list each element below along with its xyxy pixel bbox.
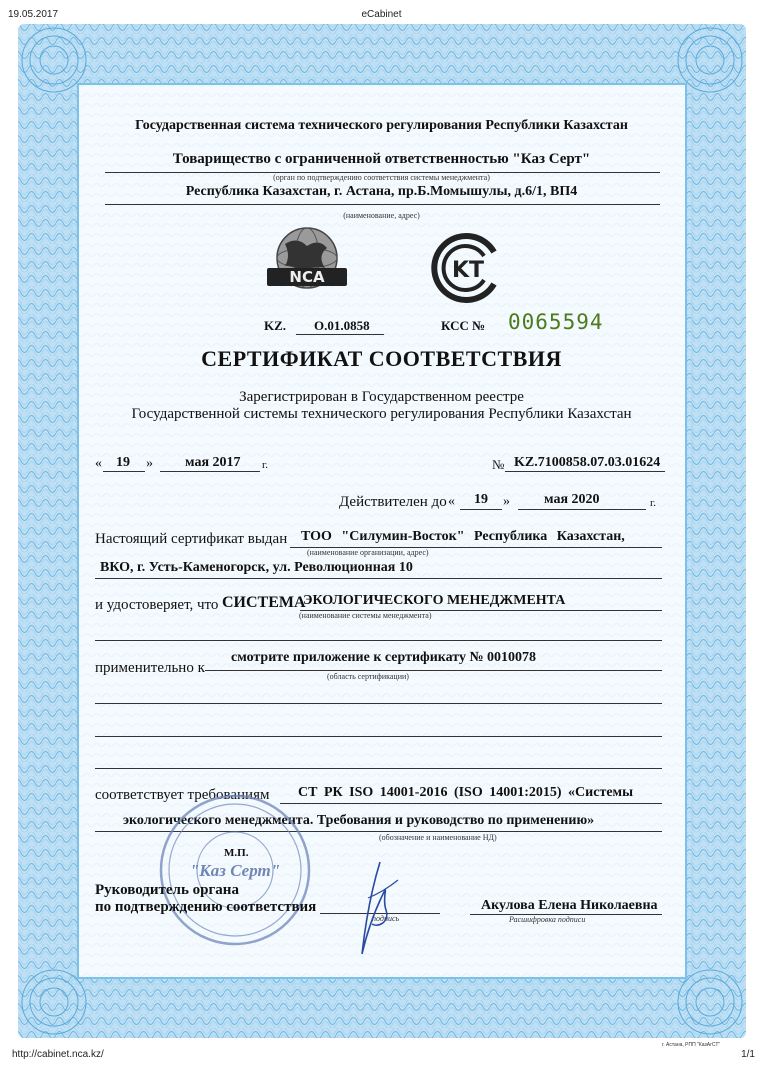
body-caption: (орган по подтверждению соответствия системы менеджмента) bbox=[273, 173, 490, 182]
kss-label: КСС № bbox=[441, 318, 486, 333]
valid-close-quote: » bbox=[503, 494, 510, 509]
registered-line-2: Государственной системы технического регулирования Республики Казахстан bbox=[131, 406, 632, 422]
stamp-text: "Каз Серт" bbox=[189, 861, 281, 880]
address-caption: (наименование, адрес) bbox=[343, 211, 420, 220]
rule bbox=[95, 768, 662, 769]
certification-body-name: Товарищество с ограниченной ответственностью "Каз Серт" bbox=[172, 151, 591, 167]
rule bbox=[280, 803, 662, 804]
rule bbox=[518, 509, 646, 510]
printer-mark: г. Астана, РПП "КазАгСТ" bbox=[662, 1042, 721, 1048]
browser-print-header bbox=[0, 0, 763, 22]
head-title-line-1: Руководитель органа bbox=[95, 882, 239, 898]
number-label: № bbox=[492, 457, 505, 472]
print-date: 19.05.2017 bbox=[8, 9, 59, 20]
registered-line-1: Зарегистрирован в Государственном реестре bbox=[239, 389, 524, 405]
issued-to-line-1: ТОО "Силумин-Восток" Республика Казахстан, bbox=[301, 529, 625, 544]
print-url: http://cabinet.nca.kz/ bbox=[12, 1049, 104, 1060]
system-name: Государственная система технического регулирования Республики Казахстан bbox=[135, 118, 628, 133]
reg-prefix: KZ. bbox=[264, 318, 287, 333]
rule bbox=[296, 334, 384, 335]
applicable-caption: (область сертификации) bbox=[327, 672, 409, 681]
rule bbox=[103, 471, 145, 472]
certifies-label: и удостоверяет, что bbox=[95, 597, 219, 613]
print-page-number: 1/1 bbox=[741, 1049, 755, 1060]
valid-year-suffix: г. bbox=[650, 497, 657, 509]
rule bbox=[105, 204, 660, 205]
kss-number: 0065594 bbox=[508, 310, 604, 334]
applicable-value: смотрите приложение к сертификату № 0010078 bbox=[231, 650, 537, 665]
standard-caption: (обозначение и наименование НД) bbox=[379, 833, 497, 842]
nca-globe-logo bbox=[263, 226, 351, 296]
print-title: eCabinet bbox=[361, 9, 402, 20]
rule bbox=[95, 703, 662, 704]
applicable-label: применительно к bbox=[95, 660, 205, 676]
certificate-heading: СЕРТИФИКАТ СООТВЕТСТВИЯ bbox=[201, 346, 562, 371]
valid-day: 19 bbox=[474, 492, 488, 507]
rule bbox=[160, 471, 260, 472]
handwritten-signature bbox=[342, 858, 412, 958]
issued-caption: (наименование организации, адрес) bbox=[307, 548, 429, 557]
system-type: ЭКОЛОГИЧЕСКОГО МЕНЕДЖМЕНТА bbox=[303, 593, 566, 608]
rule bbox=[205, 670, 662, 671]
signature-caption: подпись bbox=[372, 914, 400, 923]
open-quote: « bbox=[95, 456, 102, 471]
standard-line-1: СТ РК ISO 14001-2016 (ISO 14001:2015) «Системы bbox=[298, 785, 633, 800]
body-address: Республика Казахстан, г. Астана, пр.Б.Момышулы, д.6/1, ВП4 bbox=[185, 184, 578, 199]
browser-print-footer bbox=[0, 1046, 763, 1076]
signer-caption: Расшифровка подписи bbox=[509, 915, 586, 924]
rule bbox=[95, 640, 662, 641]
certificate-number: KZ.7100858.07.03.01624 bbox=[514, 455, 661, 470]
year-suffix: г. bbox=[262, 459, 269, 471]
rule bbox=[505, 471, 665, 472]
system-word: СИСТЕМА bbox=[222, 594, 306, 611]
close-quote: » bbox=[146, 456, 153, 471]
mp-label: М.П. bbox=[224, 847, 249, 859]
reg-number: О.01.0858 bbox=[314, 318, 370, 333]
rule bbox=[460, 509, 502, 510]
valid-label: Действителен до bbox=[339, 494, 447, 510]
signer-name: Акулова Елена Николаевна bbox=[481, 898, 658, 913]
system-caption: (наименование системы менеджмента) bbox=[299, 611, 432, 620]
kt-mark-text: KT bbox=[451, 258, 485, 283]
complies-label: соответствует требованиям bbox=[95, 787, 270, 803]
reg-month-year: мая 2017 bbox=[185, 455, 241, 470]
company-stamp bbox=[155, 790, 315, 950]
nca-logo-text: NCA bbox=[289, 268, 325, 286]
kt-conformity-mark bbox=[428, 230, 504, 306]
head-title-line-2: по подтверждению соответствия bbox=[95, 899, 317, 915]
issued-label: Настоящий сертификат выдан bbox=[95, 531, 288, 547]
issued-to-line-2: ВКО, г. Усть-Каменогорск, ул. Революционная 10 bbox=[100, 560, 413, 575]
standard-line-2: экологического менеджмента. Требования и руководство по применению» bbox=[123, 813, 595, 828]
valid-open-quote: « bbox=[448, 494, 455, 509]
valid-month-year: мая 2020 bbox=[544, 492, 600, 507]
rule bbox=[95, 578, 662, 579]
reg-day: 19 bbox=[116, 455, 130, 470]
rule bbox=[95, 736, 662, 737]
